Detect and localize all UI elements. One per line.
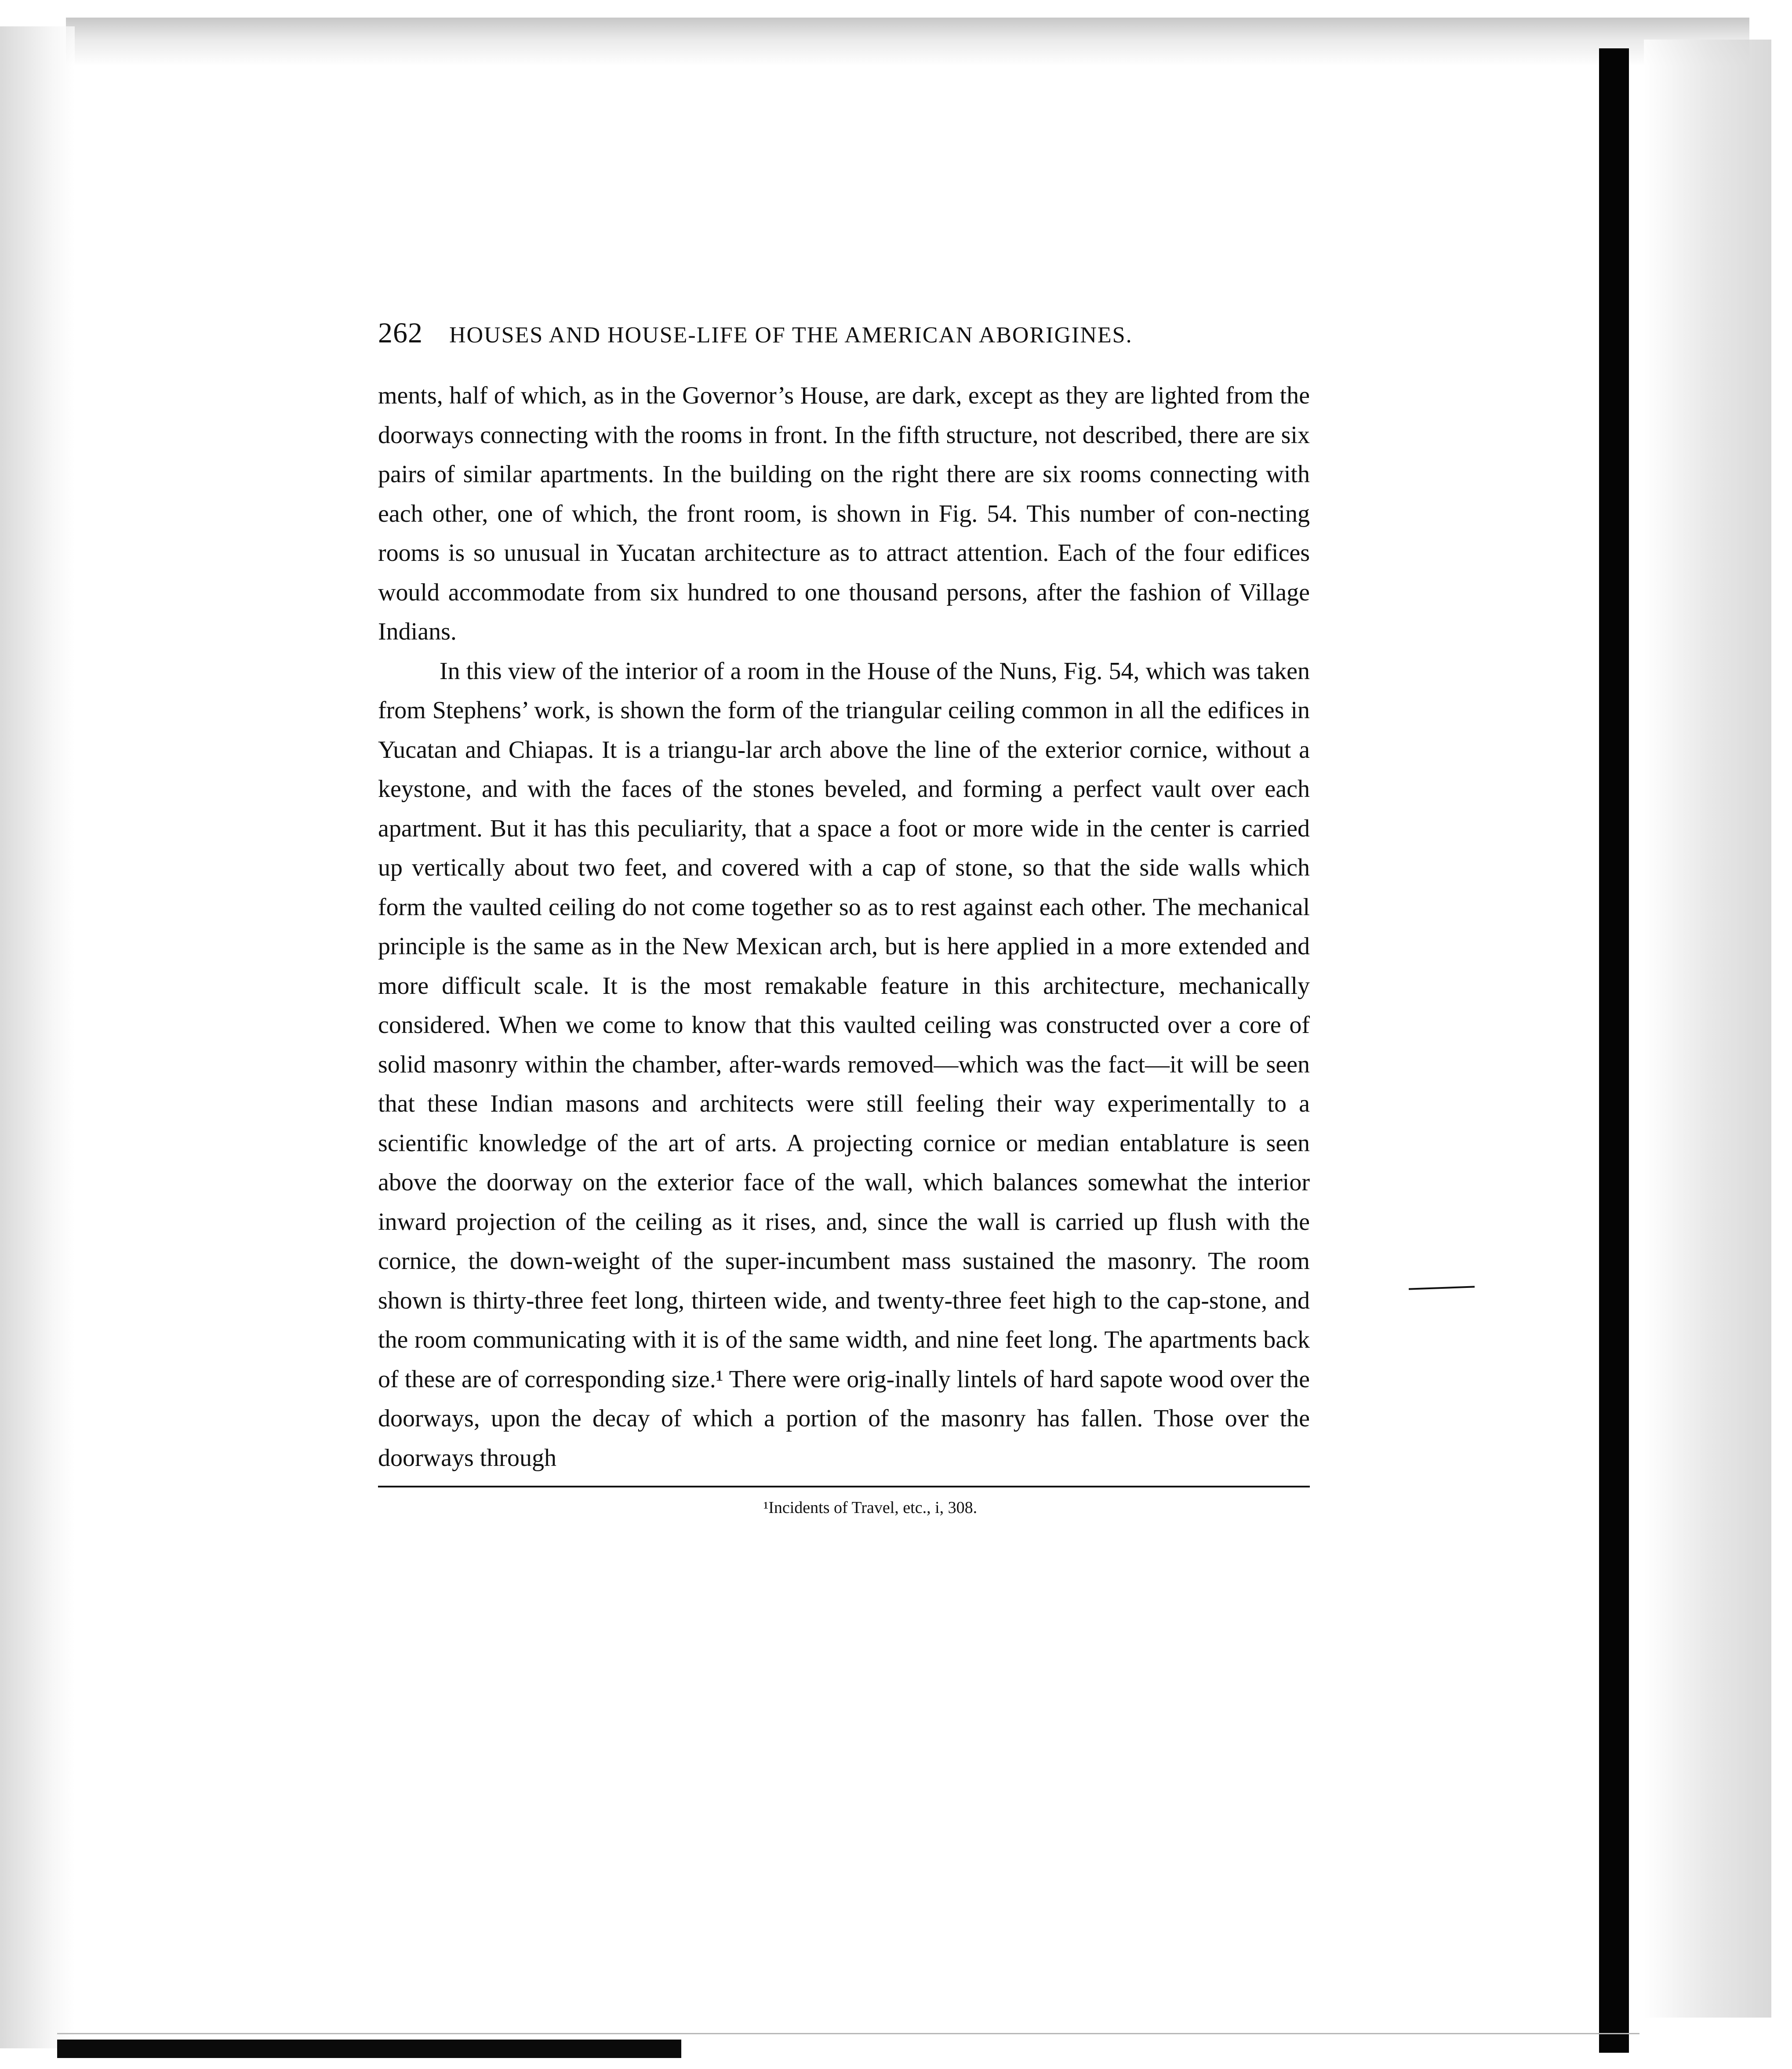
scan-shadow-top xyxy=(66,18,1749,66)
book-page xyxy=(378,316,1310,1517)
scan-bottom-edge xyxy=(57,2033,1639,2034)
scan-shadow-left xyxy=(0,26,75,2048)
page-number: 262 xyxy=(378,317,423,349)
running-head xyxy=(378,316,1310,350)
body-paragraph-2: In this view of the interior of a room in the House of the Nuns, Fig. 54, which was taken from Stephens’ work, is shown the form of the triangular ceiling common in all the edifices in Yucatan and Chiapas. It is a triangu-lar arch above the line of the exterior cornice, without a keystone, and with the faces of the stones beveled, and forming a perfect vault over each apartment. But it has this peculiarity, that a space a foot or more wide in the center is carried up vertically about two feet, and covered with a cap of stone, so that the side walls which form the vaulted ceiling do not come together so as to rest against each other. The mechanical principle is the same as in the New Mexican arch, but is here applied in a more extended and more difficult scale. It is the most remakable feature in this architecture, mechanically considered. When we come to know that this vaulted ceiling was constructed over a core of solid masonry within the chamber, after-wards removed—which was the fact—it will be seen that these Indian masons and architects were still feeling their way experimentally to a scientific knowledge of the art of arts. A projecting cornice or median entablature is seen above the doorway on the exterior face of the wall, which balances somewhat the interior inward projection of the ceiling as it rises, and, since the wall is carried up flush with the cornice, the down-weight of the super-incumbent mass sustained the masonry. The room shown is thirty-three feet long, thirteen wide, and twenty-three feet high to the cap-stone, and the room communicating with it is of the same width, and nine feet long. The apartments back of these are of corresponding size.¹ There were orig-inally lintels of hard sapote wood over the doorways, upon the decay of which a portion of the masonry has fallen. Those over the doorways through xyxy=(378,657,1310,1472)
margin-mark xyxy=(1409,1286,1475,1290)
running-title: HOUSES AND HOUSE-LIFE OF THE AMERICAN ABORIGINES. xyxy=(449,323,1133,348)
scan-binding-edge xyxy=(1599,48,1629,2053)
footnote-rule xyxy=(378,1486,1310,1487)
footnote: ¹Incidents of Travel, etc., i, 308. xyxy=(763,1498,978,1517)
scan-bottom-bar xyxy=(57,2040,681,2058)
scan-shadow-right xyxy=(1644,40,1771,2018)
body-paragraph-1: ments, half of which, as in the Governor’s House, are dark, except as they are lighted from the doorways connecting with the rooms in front. In the fifth structure, not described, there are six pairs of similar apartments. In the building on the right there are six rooms connecting with each other, one of which, the front room, is shown in Fig. 54. This number of con-necting rooms is so unusual in Yucatan architecture as to attract attention. Each of the four edifices would accommodate from six hundred to one thousand persons, after the fashion of Village Indians. xyxy=(378,382,1310,645)
